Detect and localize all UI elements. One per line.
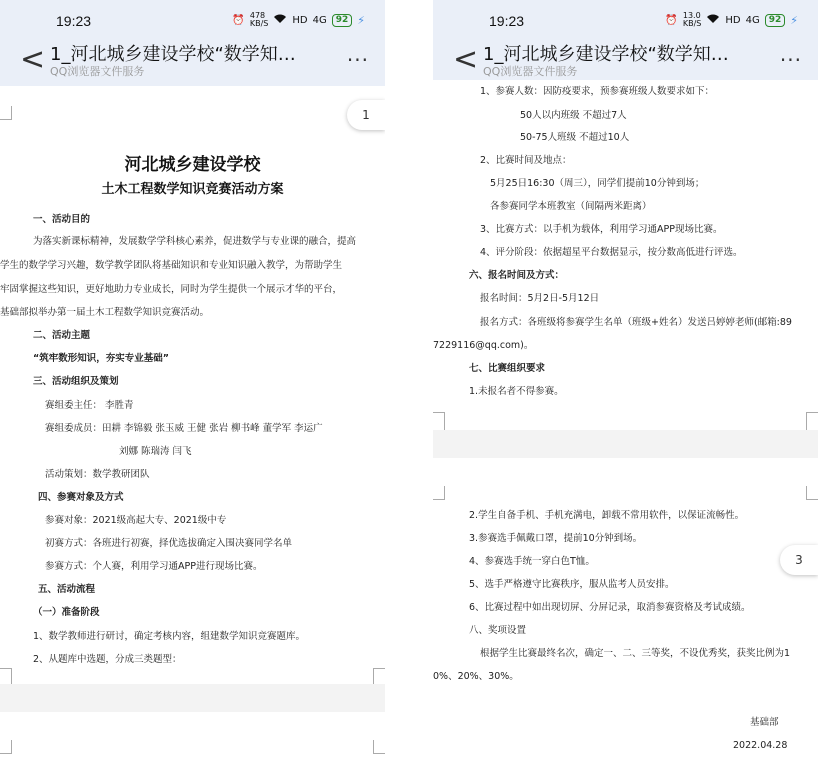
- signal-icon: 4G: [312, 14, 327, 26]
- paragraph-line: 7229116@qq.com)。: [433, 340, 534, 351]
- status-bar: [0, 0, 385, 36]
- hd-icon: HD: [725, 14, 741, 26]
- section-heading: 二、活动主题: [33, 330, 91, 341]
- charging-icon: ⚡: [790, 13, 798, 27]
- paragraph-line: 参赛方式：个人赛，利用学习通APP进行现场比赛。: [45, 561, 263, 572]
- section-heading: 三、活动组织及策划: [33, 376, 119, 387]
- alarm-icon: ⏰: [232, 14, 245, 26]
- network-speed: 478 KB/S: [249, 11, 269, 28]
- paragraph-line: 学生的数学学习兴趣，数学教学团队将基础知识和专业知识融入教学，为帮助学生: [0, 260, 343, 271]
- paragraph-line: 0%、20%、30%。: [433, 671, 519, 682]
- left-phone-screen: [0, 0, 385, 762]
- network-speed: 13.0 KB/S: [682, 11, 702, 28]
- paragraph-line: 报名方式：各班级将参赛学生名单（班级+姓名）发送吕婷婷老师(邮箱:89: [480, 317, 792, 328]
- paragraph-line: 1.未报名者不得参赛。: [469, 386, 564, 397]
- doc-title: 河北城乡建设学校: [124, 155, 261, 175]
- battery-icon: 92: [765, 14, 786, 27]
- paragraph-line: 活动策划：数学教研团队: [45, 469, 150, 480]
- title-bar: [433, 36, 818, 86]
- paragraph-line: 3.参赛选手佩戴口罩，提前10分钟到场。: [469, 533, 643, 544]
- document-subtitle: QQ浏览器文件服务: [483, 65, 578, 78]
- page-corner-mark: [0, 740, 12, 754]
- section-heading: 五、活动流程: [38, 584, 96, 595]
- paragraph-line: 为落实新课标精神，发展数学学科核心素养，促进数学与专业课的融合，提高: [33, 236, 357, 247]
- document-title: 1_河北城乡建设学校“数学知…: [483, 44, 729, 65]
- paragraph-line: 刘娜 陈瑞涛 闫飞: [119, 446, 192, 457]
- more-options-button[interactable]: ···: [779, 48, 802, 72]
- doc-subtitle: 土木工程数学知识竞赛活动方案: [101, 182, 284, 197]
- paragraph-line: 2.学生自备手机、手机充满电，卸载不常用软件，以保证流畅性。: [469, 510, 745, 521]
- paragraph-line: 赛组委主任： 李胜青: [45, 400, 134, 411]
- section-heading: 八、奖项设置: [469, 625, 527, 636]
- page-number-badge[interactable]: 1: [347, 100, 385, 130]
- paragraph-line: 1、参赛人数：因防疫要求，预参赛班级人数要求如下：: [480, 86, 715, 97]
- page-corner-mark: [433, 412, 445, 430]
- status-icons: [665, 12, 798, 28]
- signature-department: 基础部: [750, 717, 779, 728]
- paragraph-line: 1、数学教师进行研讨，确定考核内容，组建数学知识竞赛题库。: [33, 631, 306, 642]
- paragraph-line: 50-75人班级 不超过10人: [520, 132, 630, 143]
- paragraph-line: 50人以内班级 不超过7人: [520, 110, 627, 121]
- paragraph-line: 5月25日16:30（周三），同学们提前10分钟到场；: [490, 178, 705, 189]
- battery-icon: 92: [332, 14, 353, 27]
- paragraph-line: 3、比赛方式：以手机为载体，利用学习通APP现场比赛。: [480, 224, 723, 235]
- signature-date: 2022.04.28: [733, 740, 788, 751]
- theme-text: “筑牢数形知识，夯实专业基础”: [33, 353, 169, 364]
- signal-icon: 4G: [745, 14, 760, 26]
- paragraph-line: 4、评分阶段：依据超星平台数据显示，按分数高低进行评选。: [480, 247, 743, 258]
- page-corner-mark: [806, 486, 818, 500]
- paragraph-line: 根据学生比赛最终名次，确定一、二、三等奖，不设优秀奖，获奖比例为1: [480, 648, 791, 659]
- document-page-1[interactable]: [0, 86, 385, 684]
- status-time: 19:23: [489, 13, 525, 29]
- section-heading: 六、报名时间及方式：: [469, 270, 565, 281]
- paragraph-line: 参赛对象：2021级高起大专、2021级中专: [45, 515, 227, 526]
- section-heading: 四、参赛对象及方式: [38, 492, 124, 503]
- paragraph-line: 牢固掌握这些知识，更好地助力专业成长，同时为学生提供一个展示才华的平台，: [0, 284, 343, 295]
- back-button[interactable]: <: [453, 42, 479, 77]
- document-subtitle: QQ浏览器文件服务: [50, 65, 145, 78]
- page-number-badge[interactable]: 3: [780, 545, 818, 575]
- page-corner-mark: [373, 740, 385, 754]
- page-corner-mark: [0, 106, 12, 120]
- paragraph-line: 2、比赛时间及地点：: [480, 155, 572, 166]
- alarm-icon: ⏰: [665, 14, 678, 26]
- hd-icon: HD: [292, 14, 308, 26]
- subsection-heading: （一）准备阶段: [33, 607, 100, 618]
- paragraph-line: 6、比赛过程中如出现切屏、分屏记录，取消参赛资格及考试成绩。: [469, 602, 751, 613]
- right-phone-screen: [433, 0, 818, 762]
- status-icons: [232, 12, 365, 28]
- status-bar: [433, 0, 818, 36]
- charging-icon: ⚡: [357, 13, 365, 27]
- more-options-button[interactable]: ···: [346, 48, 369, 72]
- document-page-2[interactable]: [0, 712, 385, 762]
- back-button[interactable]: <: [20, 42, 46, 77]
- page-corner-mark: [373, 668, 385, 684]
- wifi-icon: [273, 13, 287, 27]
- section-heading: 一、活动目的: [33, 214, 91, 225]
- paragraph-line: 报名时间：5月2日-5月12日: [480, 293, 600, 304]
- document-page-3[interactable]: [433, 458, 818, 762]
- paragraph-line: 赛组委成员：田耕 李锦毅 张玉威 王健 张岩 柳书峰 董学军 李运广: [45, 423, 323, 434]
- page-corner-mark: [806, 412, 818, 430]
- paragraph-line: 2、从题库中选题，分成三类题型：: [33, 654, 182, 665]
- title-bar: [0, 36, 385, 86]
- section-heading: 七、比赛组织要求: [469, 363, 546, 374]
- page-corner-mark: [0, 668, 12, 684]
- screenshot-separator: [385, 0, 433, 762]
- paragraph-line: 各参赛同学本班教室（间隔两米距离）: [490, 201, 652, 212]
- document-title: 1_河北城乡建设学校“数学知…: [50, 44, 296, 65]
- document-page-2[interactable]: [433, 80, 818, 430]
- paragraph-line: 4、参赛选手统一穿白色T恤。: [469, 556, 595, 567]
- paragraph-line: 5、选手严格遵守比赛秩序，服从监考人员安排。: [469, 579, 675, 590]
- wifi-icon: [706, 13, 720, 27]
- paragraph-line: 基础部拟举办第一届土木工程数学知识竞赛活动。: [0, 307, 210, 318]
- page-corner-mark: [433, 486, 445, 500]
- paragraph-line: 初赛方式：各班进行初赛，择优选拔确定入围决赛同学名单: [45, 538, 293, 549]
- status-time: 19:23: [56, 13, 92, 29]
